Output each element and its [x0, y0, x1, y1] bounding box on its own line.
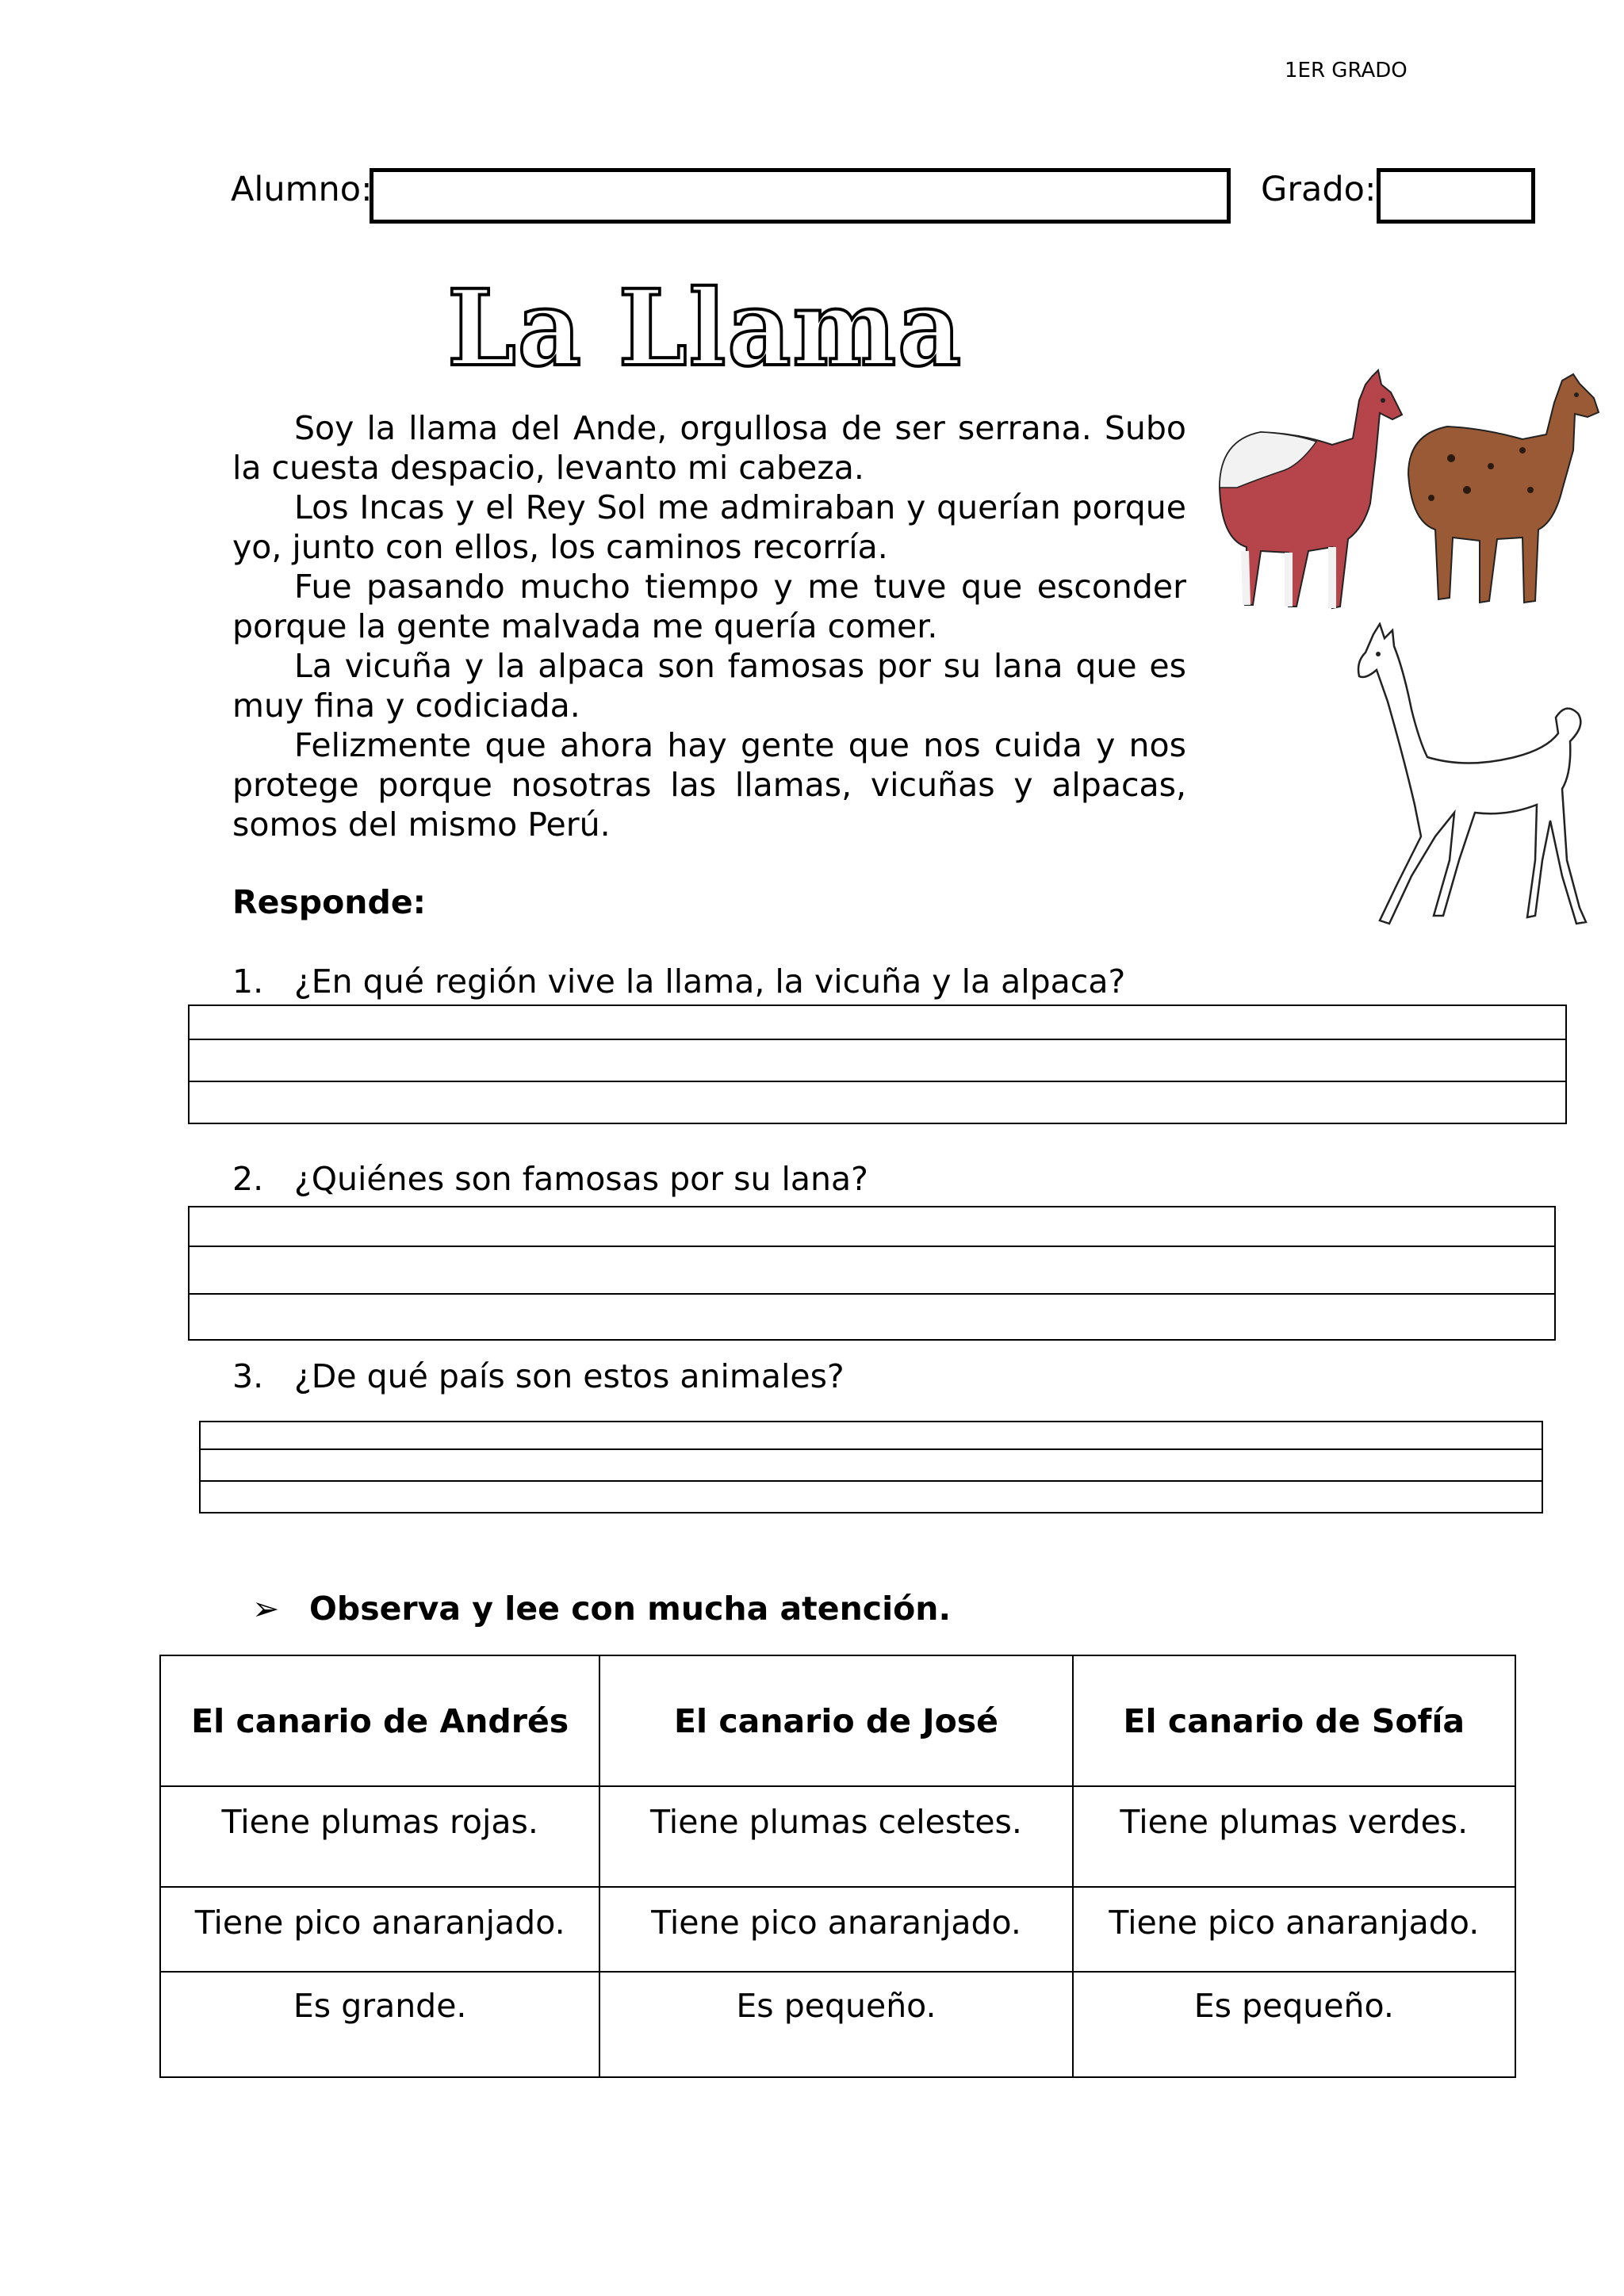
table-cell: Tiene plumas verdes. — [1073, 1786, 1515, 1887]
question-text: ¿En qué región vive la llama, la vicuña y la alpaca? — [294, 962, 1126, 1001]
table-header-row — [160, 1655, 1515, 1786]
answer-line[interactable] — [190, 1006, 1565, 1040]
observe-heading — [252, 1590, 951, 1628]
question-number: 2. — [232, 1160, 264, 1198]
page-title-text: La Llama — [447, 267, 963, 390]
red-white-llama-illustration — [1213, 369, 1404, 614]
table-cell: Tiene pico anaranjado. — [1073, 1887, 1515, 1972]
arrow-bullet-icon: ➢ — [252, 1590, 280, 1628]
answer-line[interactable] — [190, 1082, 1565, 1123]
answer-line[interactable] — [190, 1040, 1565, 1082]
table-row — [160, 1786, 1515, 1887]
reading-paragraph: Los Incas y el Rey Sol me admiraban y querían porque yo, junto con ellos, los caminos recorría. — [232, 488, 1186, 566]
table-cell: Tiene plumas celestes. — [599, 1786, 1072, 1887]
observe-text: Observa y lee con mucha atención. — [309, 1590, 952, 1628]
table-cell: Es grande. — [160, 1972, 599, 2077]
answer-line[interactable] — [201, 1450, 1542, 1482]
question-3 — [232, 1357, 845, 1395]
student-label: Alumno: — [231, 170, 373, 209]
answer-line[interactable] — [201, 1482, 1542, 1512]
reading-text — [232, 408, 1186, 844]
answer-line[interactable] — [190, 1207, 1554, 1247]
question-2 — [232, 1160, 868, 1198]
table-header-cell: El canario de José — [599, 1655, 1072, 1786]
answer-box-2[interactable] — [188, 1206, 1556, 1341]
page-title — [444, 266, 999, 392]
table-row — [160, 1887, 1515, 1972]
grade-tag: 1ER GRADO — [1285, 59, 1408, 82]
reading-paragraph: Soy la llama del Ande, orgullosa de ser serrana. Subo la cuesta despacio, levanto mi cabeza. — [232, 409, 1186, 487]
table-header-cell: El canario de Andrés — [160, 1655, 599, 1786]
reading-paragraph: Fue pasando mucho tiempo y me tuve que esconder porque la gente malvada me quería comer. — [232, 568, 1186, 645]
table-cell: Es pequeño. — [1073, 1972, 1515, 2077]
answer-box-1[interactable] — [188, 1004, 1567, 1124]
answer-line[interactable] — [201, 1422, 1542, 1450]
question-1 — [232, 962, 1125, 1001]
outline-vicuna-illustration — [1348, 622, 1602, 932]
table-header-cell: El canario de Sofía — [1073, 1655, 1515, 1786]
question-text: ¿Quiénes son famosas por su lana? — [294, 1160, 868, 1198]
question-text: ¿De qué país son estos animales? — [294, 1357, 845, 1395]
question-number: 1. — [232, 962, 264, 1001]
question-number: 3. — [232, 1357, 264, 1395]
table-cell: Es pequeño. — [599, 1972, 1072, 2077]
brown-alpaca-illustration — [1404, 371, 1602, 609]
respond-heading: Responde: — [232, 883, 427, 921]
table-cell: Tiene pico anaranjado. — [599, 1887, 1072, 1972]
student-name-field[interactable] — [370, 168, 1231, 224]
grade-label: Grado: — [1261, 170, 1377, 209]
answer-line[interactable] — [190, 1247, 1554, 1295]
table-cell: Tiene plumas rojas. — [160, 1786, 599, 1887]
canary-table — [159, 1655, 1516, 2078]
reading-paragraph: Felizmente que ahora hay gente que nos cuida y nos protege porque nosotras las llamas, vicuñas y alpacas, somos del mismo Perú. — [232, 726, 1186, 844]
table-row — [160, 1972, 1515, 2077]
table-cell: Tiene pico anaranjado. — [160, 1887, 599, 1972]
grade-field[interactable] — [1377, 168, 1535, 224]
reading-paragraph: La vicuña y la alpaca son famosas por su lana que es muy fina y codiciada. — [232, 647, 1186, 725]
answer-box-3[interactable] — [199, 1421, 1543, 1513]
answer-line[interactable] — [190, 1295, 1554, 1339]
